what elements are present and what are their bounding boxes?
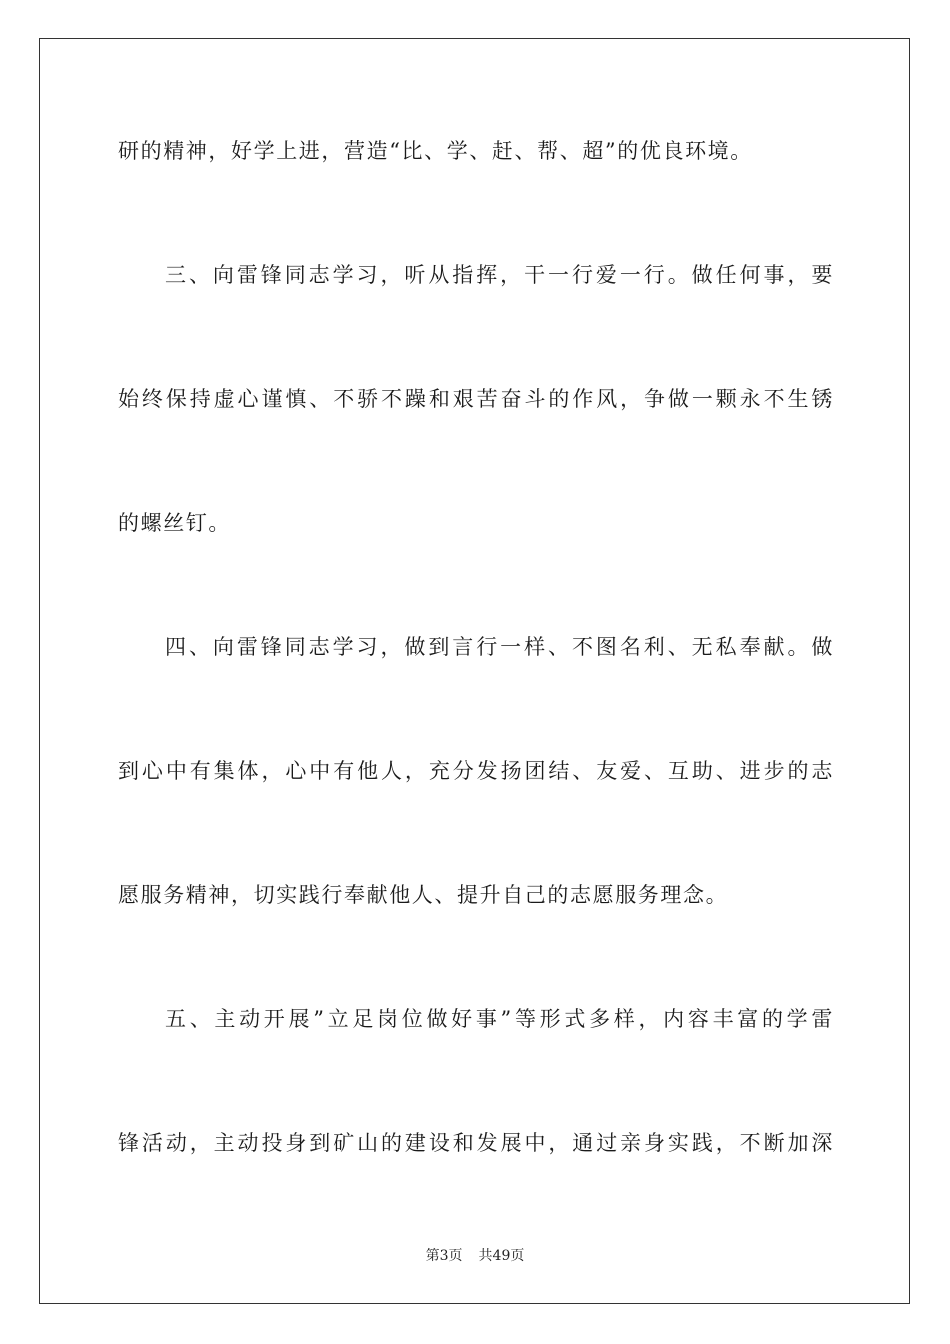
page-total: 共49页: [478, 1248, 525, 1264]
text-line-1: 研的精神，好学上进，营造“比、学、赶、帮、超”的优良环境。: [118, 139, 753, 163]
text-line-5: 四、向雷锋同志学习，做到言行一样、不图名利、无私奉献。做: [165, 635, 834, 659]
text-line-2: 三、向雷锋同志学习，听从指挥，干一行爱一行。做任何事，要: [165, 263, 834, 287]
text-line-8: 五、主动开展”立足岗位做好事”等形式多样，内容丰富的学雷: [165, 1007, 834, 1031]
text-line-3: 始终保持虚心谨慎、不骄不躁和艰苦奋斗的作风，争做一颗永不生锈: [118, 387, 834, 411]
text-line-9: 锋活动，主动投身到矿山的建设和发展中，通过亲身实践，不断加深: [118, 1131, 834, 1155]
page-number: 第3页: [425, 1248, 463, 1264]
page-border: [39, 38, 910, 1304]
text-line-6: 到心中有集体，心中有他人，充分发扬团结、友爱、互助、进步的志: [118, 759, 834, 783]
text-line-7: 愿服务精神，切实践行奉献他人、提升自己的志愿服务理念。: [118, 883, 729, 907]
text-line-4: 的螺丝钉。: [118, 511, 231, 535]
page-footer: [0, 1247, 950, 1265]
